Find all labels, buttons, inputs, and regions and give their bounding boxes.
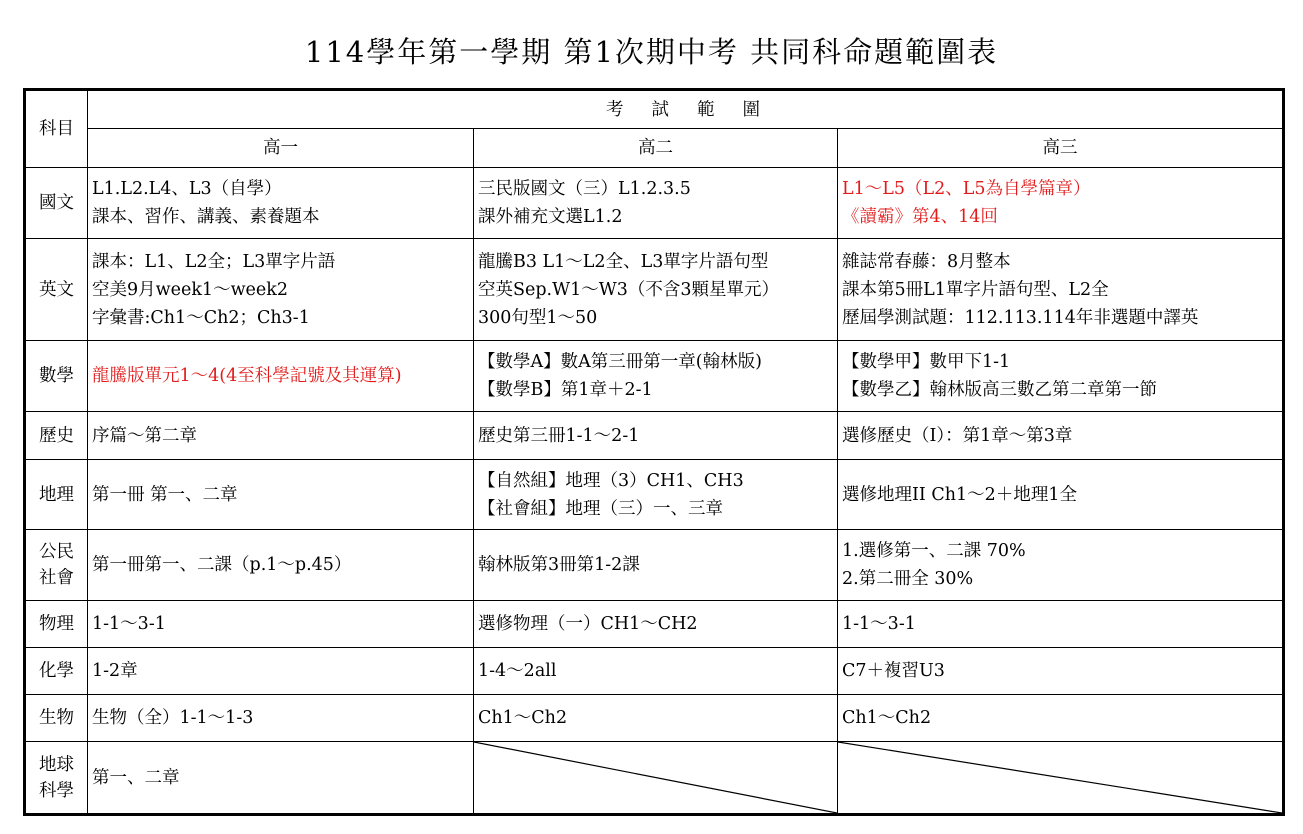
grade-header-3: 高三: [838, 129, 1284, 168]
scope-line: 空英Sep.W1～W3（不含3顆星單元）: [478, 279, 779, 300]
history-grade3-cell: 選修歷史（I）：第1章～第3章: [838, 412, 1284, 460]
subject-label-line: 地球: [39, 754, 74, 775]
scope-line: 2.第二冊全 30%: [842, 569, 974, 589]
subject-physics: 物理: [25, 601, 88, 648]
table-row: [25, 168, 1284, 239]
subject-civics: [25, 530, 88, 601]
scope-line: 1.選修第一、二課 70%: [842, 541, 1026, 561]
chemistry-grade3-cell: C7＋複習U3: [838, 648, 1284, 695]
subject-geography: 地理: [25, 460, 88, 530]
page-title: 114學年第一學期 第1次期中考 共同科命題範圍表: [304, 35, 999, 69]
math-grade3-cell: [838, 341, 1284, 412]
subject-chemistry: 化學: [25, 648, 88, 695]
subject-label-line: 公民: [39, 542, 74, 562]
scope-line: 課本第5冊L1單字片語句型、L2全: [842, 279, 1109, 300]
table-row: [25, 601, 1284, 648]
chinese-grade3-cell: [838, 168, 1284, 239]
english-grade2-cell: [474, 239, 838, 341]
subject-math: 數學: [25, 341, 88, 412]
subject-biology: 生物: [25, 695, 88, 742]
scope-line: 【數學乙】翰林版高三數乙第二章第一節: [842, 380, 1157, 400]
scope-line: 【社會組】地理（三）一、三章: [478, 498, 723, 519]
subject-chinese: 國文: [25, 168, 88, 239]
biology-grade2-cell: Ch1～Ch2: [474, 695, 838, 742]
scope-line: 字彙書:Ch1～Ch2；Ch3-1: [92, 307, 310, 328]
subject-english: 英文: [25, 239, 88, 341]
scope-line: 《讀霸》第4、14回: [842, 207, 998, 227]
table-row: [25, 648, 1284, 695]
scope-line: 【數學B】第1章＋2-1: [478, 380, 653, 400]
exam-scope-header: 考試範圍: [88, 90, 1284, 129]
english-grade3-cell: [838, 239, 1284, 341]
geography-grade2-cell: [474, 460, 838, 530]
chinese-grade2-cell: [474, 168, 838, 239]
biology-grade3-cell: Ch1～Ch2: [838, 695, 1284, 742]
table-row: [25, 695, 1284, 742]
physics-grade3-cell: 1-1～3-1: [838, 601, 1284, 648]
table-row: [25, 460, 1284, 530]
table-row: [25, 412, 1284, 460]
history-grade2-cell: 歷史第三冊1-1～2-1: [474, 412, 838, 460]
chemistry-grade1-cell: 1-2章: [88, 648, 474, 695]
geography-grade3-cell: 選修地理II Ch1～2＋地理1全: [838, 460, 1284, 530]
scope-line: 三民版國文（三）L1.2.3.5: [478, 179, 691, 199]
chemistry-grade2-cell: 1-4～2all: [474, 648, 838, 695]
diagonal-strike: [474, 742, 837, 813]
exam-scope-table: [23, 88, 1285, 816]
civics-grade1-cell: 第一冊第一、二課（p.1～p.45）: [88, 530, 474, 601]
physics-grade2-cell: 選修物理（一）CH1～CH2: [474, 601, 838, 648]
physics-grade1-cell: 1-1～3-1: [88, 601, 474, 648]
earth-science-grade1-cell: 第一、二章: [88, 742, 474, 815]
subject-label-line: 社會: [39, 568, 74, 588]
math-grade2-cell: [474, 341, 838, 412]
geography-grade1-cell: 第一冊 第一、二章: [88, 460, 474, 530]
scope-line: 雜誌常春藤：8月整本: [842, 251, 1011, 272]
english-grade1-cell: [88, 239, 474, 341]
scope-line: 【數學甲】數甲下1-1: [842, 352, 1011, 372]
scope-line: 龍騰版單元1～4(4至科學記號及其運算): [92, 366, 402, 386]
scope-line: 空美9月week1～week2: [92, 279, 288, 300]
scope-line: L1～L5（L2、L5為自學篇章）: [842, 179, 1091, 199]
grade-header-2: 高二: [474, 129, 838, 168]
subject-label-line: 科學: [39, 780, 74, 801]
chinese-grade1-cell: [88, 168, 474, 239]
scope-line: 龍騰B3 L1～L2全、L3單字片語句型: [478, 251, 769, 272]
scope-line: L1.L2.L4、L3（自學）: [92, 179, 282, 199]
scope-line: 【數學A】數A第三冊第一章(翰林版): [478, 352, 762, 372]
subject-earth-science: [25, 742, 88, 815]
biology-grade1-cell: 生物（全）1-1～1-3: [88, 695, 474, 742]
diagonal-strike: [838, 742, 1282, 813]
civics-grade3-cell: [838, 530, 1284, 601]
history-grade1-cell: 序篇～第二章: [88, 412, 474, 460]
earth-science-grade2-empty-cell: [474, 742, 838, 815]
scope-line: 課本：L1、L2全；L3單字片語: [92, 251, 336, 272]
civics-grade2-cell: 翰林版第3冊第1-2課: [474, 530, 838, 601]
math-grade1-cell: [88, 341, 474, 412]
table-row: [25, 530, 1284, 601]
table-row: [25, 742, 1284, 815]
scope-line: 歷屆學測試題：112.113.114年非選題中譯英: [842, 307, 1199, 328]
grade-header-1: 高一: [88, 129, 474, 168]
subject-column-header: 科目: [25, 90, 88, 168]
table-row: [25, 239, 1284, 341]
scope-line: 300句型1～50: [478, 307, 598, 328]
subject-history: 歷史: [25, 412, 88, 460]
scope-line: 課本、習作、講義、素養題本: [92, 207, 320, 227]
table-row: [25, 341, 1284, 412]
scope-line: 【自然組】地理（3）CH1、CH3: [478, 470, 744, 491]
earth-science-grade3-empty-cell: [838, 742, 1284, 815]
scope-line: 課外補充文選L1.2: [478, 207, 623, 227]
